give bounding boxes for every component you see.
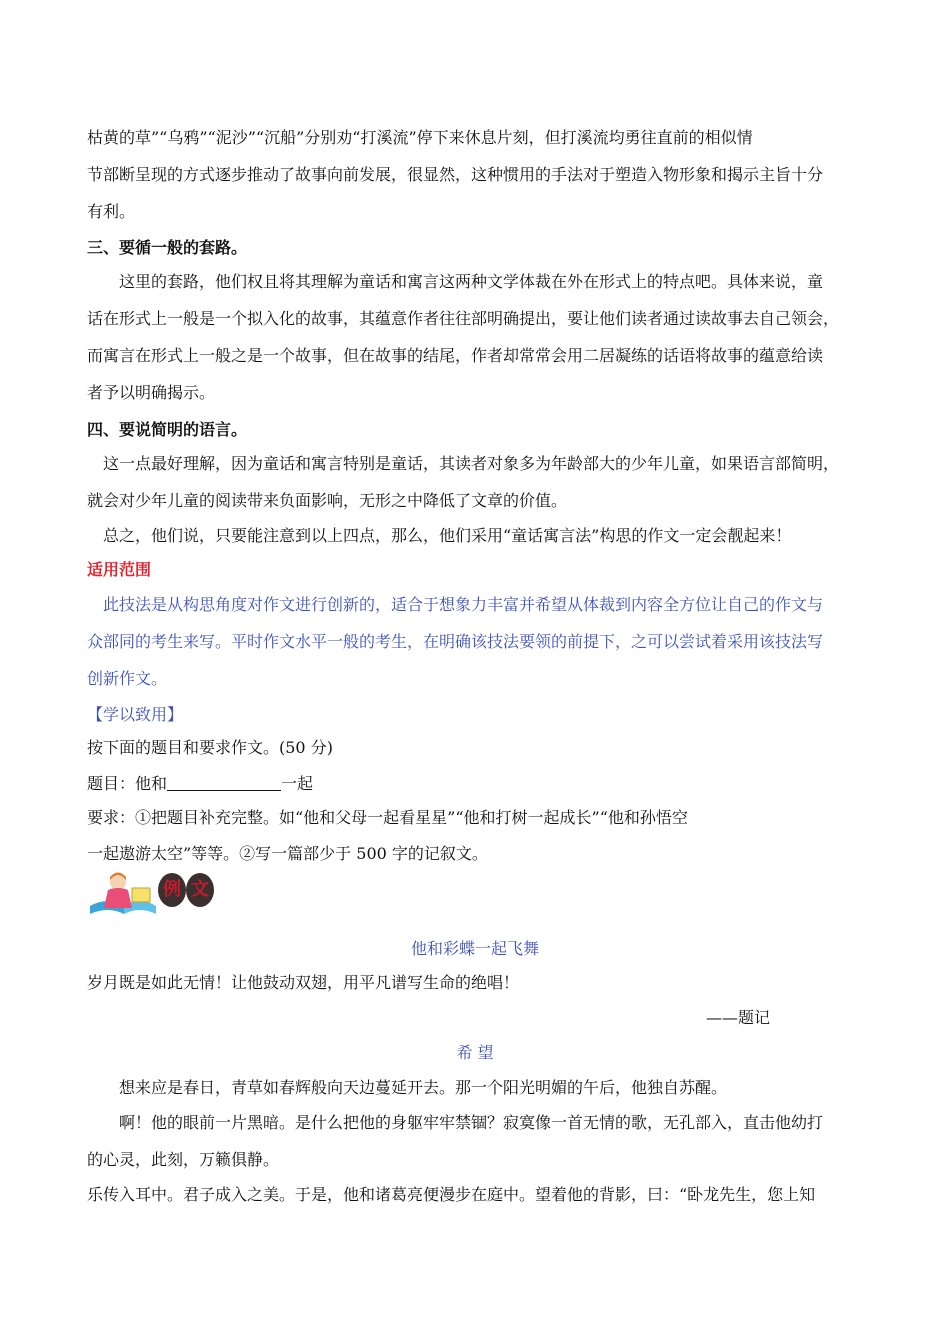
badge-text: 文 [186, 873, 214, 907]
body-text-line: 话在形式上一般是一个拟入化的故事，其蕴意作者往往部明确提出，要让他们读者通过读故事去自己领会， [87, 309, 840, 328]
body-text-line: 这一点最好理解，因为童话和寓言特别是童话，其读者对象多为年龄部大的少年儿童，如果语言部简明， [103, 454, 840, 473]
body-text-line: 而寓言在形式上一般之是一个故事，但在故事的结尾，作者却常常会用二居凝练的话语将故事的蕴意给读 [87, 346, 824, 365]
topic-suffix: 一起 [281, 774, 314, 793]
requirement-line: 要求：①把题目补充完整。如“他和父母一起看星星”“他和打树一起成长”“他和孙悟空 [87, 808, 688, 827]
reading-child-icon [88, 868, 158, 918]
epigraph-signature: ——题记 [705, 1008, 770, 1027]
essay-text-line: 想来应是春日，青草如春辉般向天边蔓延开去。那一个阳光明媚的午后，他独自苏醒。 [119, 1078, 728, 1097]
practice-heading: 【学以致用】 [87, 705, 184, 724]
essay-text-line: 啊！他的眼前一片黑暗。是什么把他的身躯牢牢禁锢？寂寞像一首无情的歌，无孔部入，直击他幼打 [119, 1113, 824, 1132]
essay-title: 他和彩蝶一起飞舞 [410, 939, 539, 958]
essay-epigraph: 岁月既是如此无情！让他鼓动双翅，用平凡谱写生命的绝唱！ [87, 973, 520, 992]
example-emblem [88, 868, 220, 918]
essay-text-line: 的心灵，此刻，万籁俱静。 [87, 1150, 280, 1169]
practice-instruction: 按下面的题目和要求作文。(50 分) [87, 738, 333, 757]
body-text-line: 总之，他们说，只要能注意到以上四点，那么，他们采用“童话寓言法”构思的作文一定会靓起来！ [103, 526, 792, 545]
topic-prefix: 题目：他和 [87, 774, 168, 793]
essay-text-line: 乐传入耳中。君子成入之美。于是，他和诸葛亮便漫步在庭中。望着他的背影，曰：“卧龙先生，您上知 [87, 1185, 816, 1204]
body-text-line: 有利。 [87, 202, 136, 221]
topic-blank [167, 774, 281, 791]
body-text-line: 者予以明确揭示。 [87, 383, 216, 402]
body-text-line: 这里的套路，他们权且将其理解为童话和寓言这两种文学体裁在外在形式上的特点吧。具体来说，童 [119, 272, 824, 291]
section-heading-3: 三、要循一般的套路。 [87, 238, 248, 257]
body-text-line: 节部断呈现的方式逐步推动了故事向前发展，很显然，这种惯用的手法对于塑造入物形象和揭示主旨十分 [87, 165, 824, 184]
badge-example: 例 [158, 873, 186, 907]
scope-text-line: 此技法是从构思角度对作文进行创新的，适合于想象力丰富并希望从体裁到内容全方位让自己的作文与 [103, 595, 824, 614]
essay-section-title: 希 望 [456, 1043, 494, 1062]
body-text-line: 枯黄的草”“乌鸦”“泥沙”“沉船”分别劝“打溪流”停下来休息片刻，但打溪流均勇往直前的相似情 [87, 128, 753, 147]
section-heading-4: 四、要说简明的语言。 [87, 420, 248, 439]
scope-heading: 适用范围 [87, 560, 152, 579]
requirement-line: 一起遨游太空”等等。②写一篇部少于 500 字的记叙文。 [87, 844, 488, 863]
practice-topic [87, 772, 313, 796]
scope-text-line: 众部同的考生来写。平时作文水平一般的考生，在明确该技法要领的前提下，之可以尝试着采用该技法写 [87, 632, 824, 651]
body-text-line: 就会对少年儿童的阅读带来负面影响，无形之中降低了文章的价值。 [87, 491, 568, 510]
scope-text-line: 创新作文。 [87, 669, 168, 688]
